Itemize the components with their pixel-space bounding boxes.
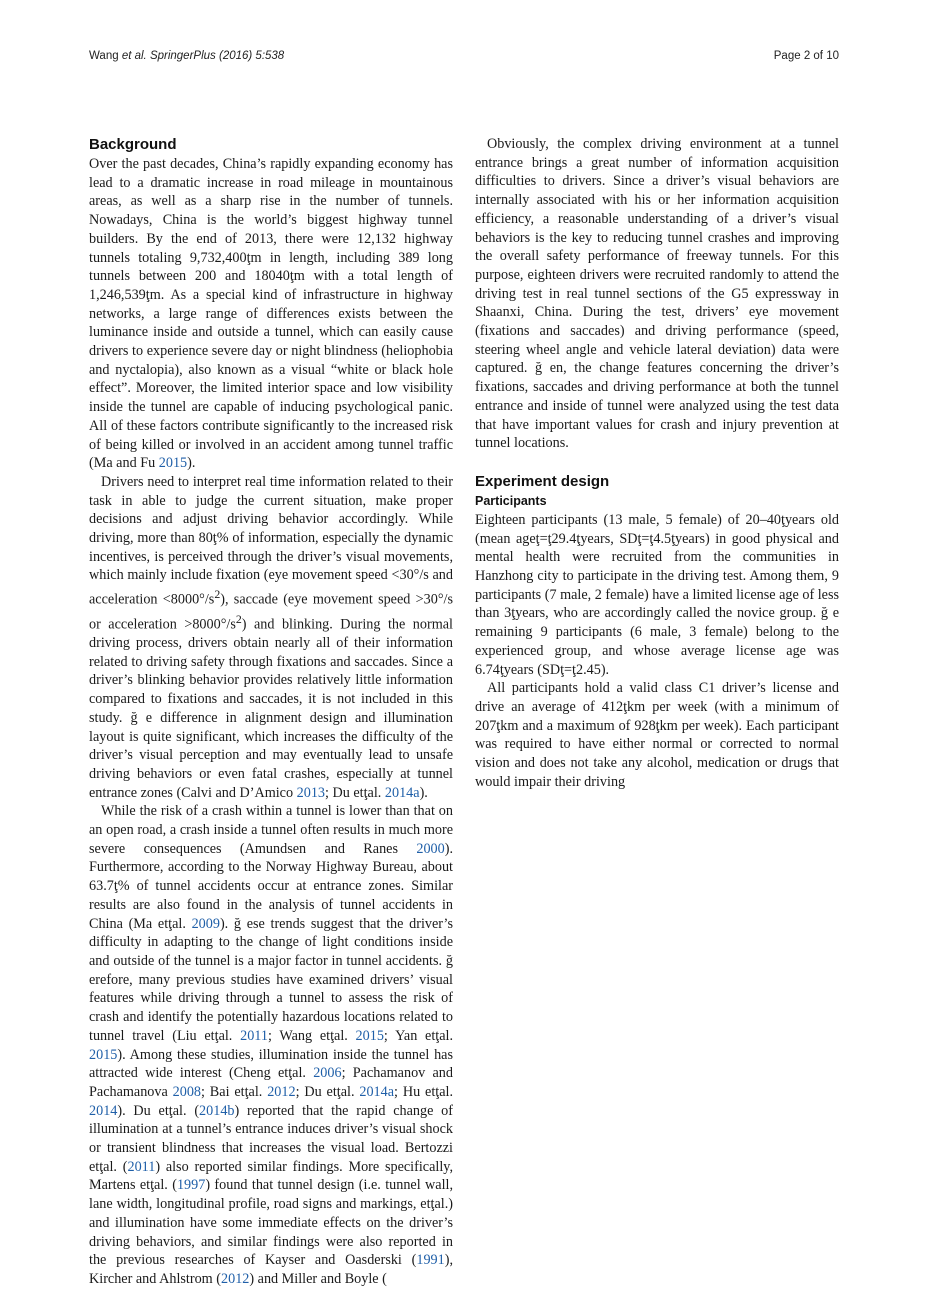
citation-link[interactable]: 2015 [89, 1046, 118, 1063]
citation-link[interactable]: 2011 [240, 1027, 268, 1044]
citation-link[interactable]: 2008 [172, 1083, 202, 1100]
background-heading: Background [89, 136, 177, 153]
citation-link[interactable]: 1997 [176, 1177, 206, 1194]
citation-link[interactable]: 2006 [313, 1065, 342, 1082]
citation-link[interactable]: 2014b [199, 1102, 235, 1119]
background-paragraph-2: Drivers need to interpret real time information related to their task in able to judge the current situation, make proper decisions and adjust driving behavior accordingly. While driving, more than 80ţ% of information, especially the dynamic incentives, is perceived through the driver’s visual movements, which mainly include fixation (eye movement speed <30°/s and acceleration $<8000^\circ/s^2$), saccade (eye movement speed >30°/s or acceleration $>8000^\circ/s^2$) and blinking. During the normal driving process, drivers obtain nearly all of their information related to driving safety through fixations and saccades. Since a driver’s blinking behavior provides relatively little information compared to fixations and saccades, it is not included in this study. ğ e difference in alignment design and illumination layout is quite significant, which increases the difficulty of the driver’s visual perception and may eventually lead to unsafe driving behaviors or even fatal crashes, especially at tunnel entrance zones (Calvi and D’Amico 2013; Du etţal. 2014a). [89, 473, 453, 801]
citation-link[interactable]: 1991 [416, 1252, 445, 1269]
citation-link[interactable]: 2009 [191, 915, 220, 932]
citation-link[interactable]: 2013 [296, 784, 325, 801]
citation-link[interactable]: 2012 [221, 1270, 250, 1287]
citation-link[interactable]: 2015 [355, 1027, 384, 1044]
citation-link[interactable]: 2000 [416, 840, 445, 857]
background-paragraph-4: Obviously, the complex driving environment at a tunnel entrance brings a great number of information acquisition difficulties to drivers. Since a driver’s visual behaviors are internally associated with his or her information acquisition efficiency, a reasonable understanding of a driver’s visual behaviors is the key to reducing tunnel crashes and improving the overall safety performance of freeway tunnels. For this purpose, eighteen drivers were recruited randomly to attend the driving test in real tunnel sections of the G5 expressway in Shaanxi, China. During the test, drivers’ eye movement (fixations and saccades) and driving performance (speed, steering wheel angle and vehicle lateral deviation) data were captured. ğ en, the change features concerning the driver’s fixations, saccades and driving performance at both the tunnel entrance and inside of tunnel were analyzed using the test data that have important values for crash and injury prevention at tunnel locations. [475, 136, 839, 452]
citation-link[interactable]: 2011 [127, 1158, 156, 1175]
citation-link[interactable]: 2014 [89, 1102, 118, 1119]
participants-paragraph-1: Eighteen participants (13 male, 5 female) of 20–40ţyears old (mean ageţ=ţ29.4ţyears, SDţ=ţ4.5ţyears) in good physical and mental health were recruited from the communities in Hanzhong city to participate in the driving test. Among them, 9 participants (7 male, 2 female) have a limited license age of less than 3ţyears, who are accordingly called the novice group. ğ e remaining 9 participants (6 male, 3 female) belong to the experienced group, and whose average license age was 6.74ţyears (SDţ=ţ2.45). [475, 511, 839, 678]
background-paragraph-3: While the risk of a crash within a tunnel is lower than that on an open road, a crash inside a tunnel often results in much more severe consequences (Amundsen and Ranes 2000). Furthermore, according to the Norway Highway Bureau, about 63.7ţ% of tunnel accidents occur at entrance zones. Similar results are also found in the analysis of tunnel accidents in China (Ma etţal. 2009). ğ ese trends suggest that the driver’s difficulty in adapting to the change of light conditions inside and outside of the tunnel is a major factor in tunnel accidents. ğ erefore, many previous studies have examined drivers’ visual features while driving through a tunnel to assess the risk of crash and identify the potentially hazardous locations related to tunnel travel (Liu etţal. 2011; Wang etţal. 2015; Yan etţal. 2015). Among these studies, illumination inside the tunnel has attracted wide interest (Cheng etţal. 2006; Pachamanov and Pachamanova 2008; Bai etţal. 2012; Du etţal. 2014a; Hu etţal. 2014). Du etţal. (2014b) reported that the rapid change of illumination at a tunnel’s entrance induces driver’s visual shock or transient blindness that increases the visual load. Bertozzi etţal. (2011) also reported similar findings. More specifically, Martens etţal. (1997) found that tunnel design (i.e. tunnel wall, lane width, longitudinal profile, road signs and markings, etţal.) and illumination have some immediate effects on the driver’s driving behaviors, and similar findings were also reported in the previous researches of Kayser and Oasderski (1991), Kircher and Ahlstrom (2012) and Miller and Boyle ( [89, 803, 454, 1287]
participants-subheading: Participants [475, 493, 547, 508]
page-number: Page 2 of 10 [773, 50, 839, 62]
background-paragraph-1: Over the past decades, China’s rapidly expanding economy has lead to a dramatic increase in road mileage in mountainous areas, as well as a sharp rise in the number of tunnels. Nowadays, China is the world’s biggest highway tunnel builders. By the end of 2013, there were 12,132 highway tunnels totaling 9,732,400ţm in length, including 389 long tunnels between 200 and 18040ţm with a total length of 1,246,539ţm. As a special kind of infrastructure in highway networks, a large range of differences exists between the luminance inside and outside a tunnel, which can easily cause drivers to experience severe day or night blindness (heliophobia and nyctalopia), also known as a visual “white or black hole effect”. Moreover, the limited interior space and low visibility inside the tunnel are capable of inducing psychological panic. All of these factors contribute significantly to the increased risk of being killed or involved in an accident among tunnel traffic (Ma and Fu 2015). [89, 156, 453, 472]
citation-link[interactable]: 2012 [267, 1083, 296, 1100]
citation-link[interactable]: 2015 [158, 455, 188, 472]
right-column [475, 135, 839, 792]
running-header [89, 50, 839, 68]
left-column [89, 135, 453, 1289]
participants-paragraph-2: All participants hold a valid class C1 driver’s license and drive an average of 412ţkm per week (with a minimum of 207ţkm and a maximum of 928ţkm per week). Each participant was required to have either normal or corrected to normal vision and does not take any alcohol, medication or drugs that would impair their driving [475, 680, 839, 790]
citation-etal: et al. [121, 50, 147, 62]
citation-link[interactable]: 2014a [359, 1083, 395, 1100]
experiment-design-heading: Experiment design [475, 472, 610, 490]
journal-issue: (2016) 5:538 [215, 50, 285, 62]
journal-name: SpringerPlus [146, 50, 216, 62]
citation-link[interactable]: 2014a [384, 784, 420, 801]
running-header-citation: Wang et al. SpringerPlus (2016) 5:538 [89, 50, 285, 62]
